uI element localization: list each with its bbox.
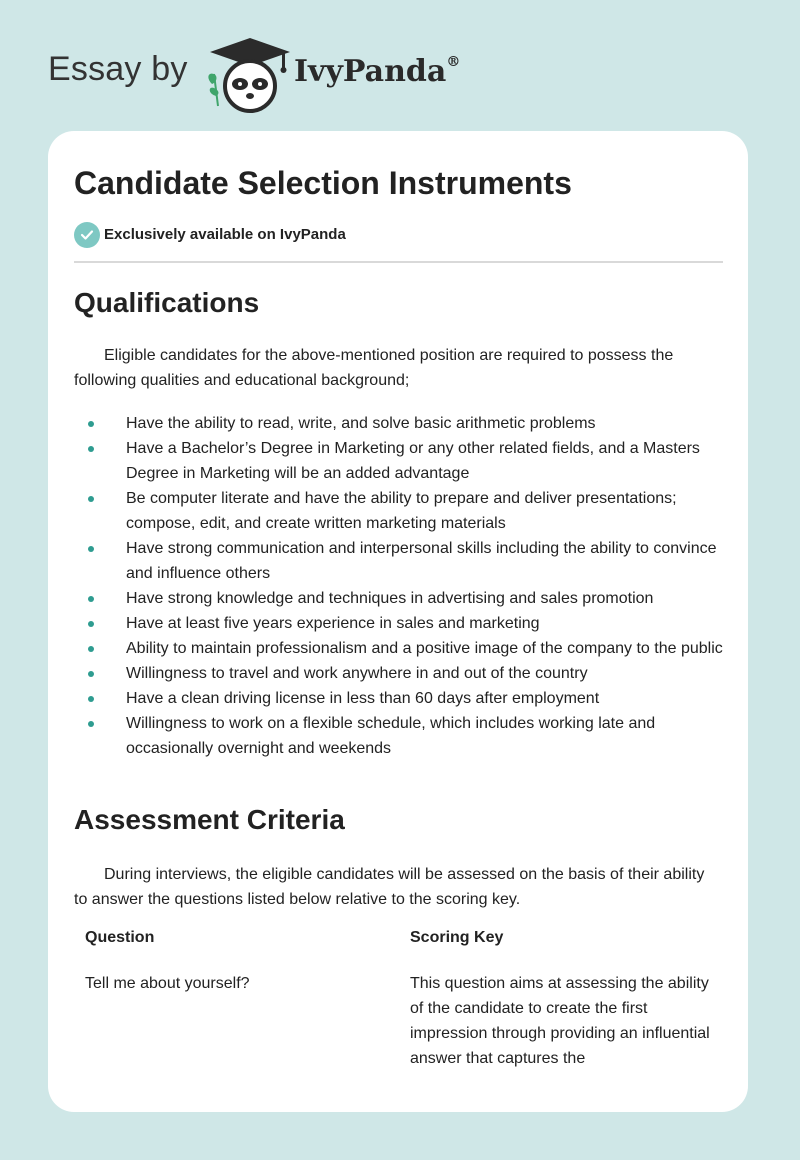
table-header-question: Question [85, 929, 155, 946]
page-title: Candidate Selection Instruments [74, 165, 572, 201]
brand-prefix: Essay by [48, 50, 188, 88]
list-item-text: Have strong knowledge and techniques in advertising and sales promotion [126, 590, 654, 607]
exclusive-label: Exclusively available on IvyPanda [104, 226, 346, 243]
list-item-text: Have at least five years experience in sales and marketing [126, 615, 540, 632]
list-item-text: Have the ability to read, write, and solve basic arithmetic problems [126, 415, 596, 432]
list-item-text: Have strong communication and interpersonal skills including the ability to convince and influence others [126, 540, 717, 582]
table-header-scoring-key: Scoring Key [410, 929, 504, 946]
essay-card [48, 131, 748, 1112]
panda-logo-icon[interactable] [202, 34, 298, 114]
list-item [74, 536, 723, 586]
list-item-text: Willingness to work on a flexible schedule, which includes working late and occasionally overnight and weekends [126, 715, 656, 757]
qualifications-list [74, 411, 723, 761]
list-item [74, 636, 723, 661]
brand-name-text: IvyPanda [294, 54, 447, 89]
list-item-text: Have a clean driving license in less than 60 days after employment [126, 690, 600, 707]
list-item [74, 411, 723, 436]
registered-mark: ® [446, 54, 461, 70]
bullet-icon [88, 621, 94, 627]
bullet-icon [88, 721, 94, 727]
list-item-text: Be computer literate and have the ability to prepare and deliver presentations; compose, edit, and create written marketing materials [126, 490, 677, 532]
list-item [74, 661, 723, 686]
table-cell-scoring-key: This question aims at assessing the ability of the candidate to create the first impression through providing an influential answer that captures the [410, 975, 710, 1067]
title-divider [74, 261, 723, 263]
brand-name[interactable] [294, 54, 460, 89]
list-item [74, 611, 723, 636]
bullet-icon [88, 671, 94, 677]
bullet-icon [88, 646, 94, 652]
qualifications-heading: Qualifications [74, 287, 260, 318]
bullet-icon [88, 421, 94, 427]
table-cell-question: Tell me about yourself? [85, 975, 250, 992]
list-item-text: Have a Bachelor’s Degree in Marketing or any other related fields, and a Masters Degree in Marketing will be an added advantage [126, 440, 700, 482]
list-item [74, 436, 723, 486]
assessment-intro: During interviews, the eligible candidates will be assessed on the basis of their ability to answer the questions listed below relative to the scoring key. [74, 866, 705, 908]
list-item [74, 586, 723, 611]
bullet-icon [88, 446, 94, 452]
list-item [74, 486, 723, 536]
brand-header [48, 34, 508, 114]
list-item [74, 711, 723, 761]
bullet-icon [88, 596, 94, 602]
bullet-icon [88, 496, 94, 502]
list-item-text: Willingness to travel and work anywhere in and out of the country [126, 665, 588, 682]
qualifications-intro: Eligible candidates for the above-mentioned position are required to possess the following qualities and educational background; [74, 347, 674, 389]
bullet-icon [88, 696, 94, 702]
list-item [74, 686, 723, 711]
assessment-heading: Assessment Criteria [74, 804, 345, 835]
bullet-icon [88, 546, 94, 552]
list-item-text: Ability to maintain professionalism and a positive image of the company to the public [126, 640, 723, 657]
check-icon [74, 222, 100, 248]
